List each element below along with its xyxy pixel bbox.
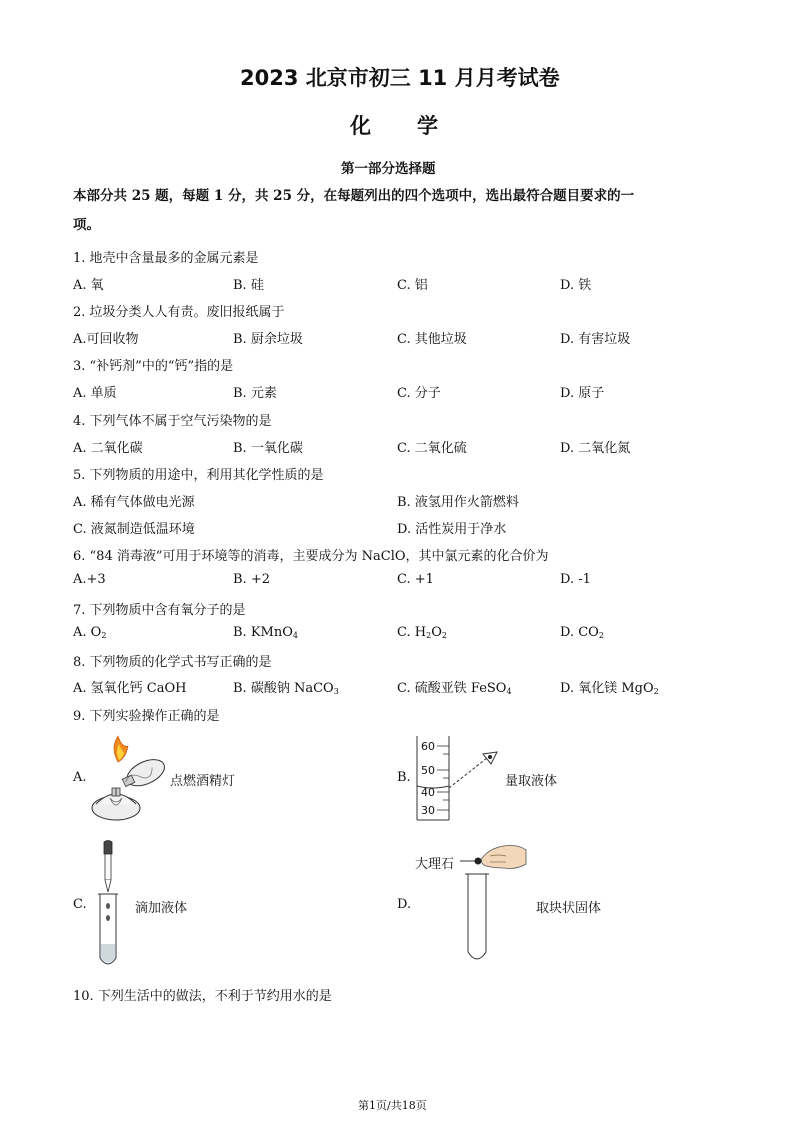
option-a: A. $O_2$ <box>73 625 107 640</box>
option-c: C. $H_2O_2$ <box>397 625 447 640</box>
option-d: D. -1 <box>560 572 591 587</box>
option-b-caption: 量取液体 <box>505 774 558 789</box>
option-c: C. 铝 <box>397 278 428 293</box>
dropper-test-tube-illustration <box>94 840 122 970</box>
exam-title: 2023 北京市初三 11 月月考试卷 <box>240 66 560 90</box>
subject-title: 化学 <box>350 114 484 138</box>
option-a: A. 单质 <box>73 386 117 401</box>
question-stem: 8. 下列物质的化学式书写正确的是 <box>73 655 272 670</box>
cylinder-tick-label: 30 <box>421 804 435 817</box>
option-b-letter: B. <box>397 770 411 785</box>
graduated-cylinder-illustration <box>413 734 505 822</box>
option-b: B. 液氢用作火箭燃料 <box>397 495 519 510</box>
option-a: A.可回收物 <box>73 332 139 347</box>
section-title: 第一部分选择题 <box>341 161 436 177</box>
page-number: 第1页/共18页 <box>358 1099 427 1112</box>
question-stem: 3. “补钙剂”中的“钙”指的是 <box>73 359 234 374</box>
option-a: A.+3 <box>73 572 106 587</box>
option-d: D. $CO_2$ <box>560 625 604 640</box>
section-intro-line2: 项。 <box>73 217 100 233</box>
marble-label: 大理石 <box>415 857 455 872</box>
option-a: A. 氢氧化钙 CaOH <box>73 681 187 696</box>
option-c: C. 液氮制造低温环境 <box>73 522 195 537</box>
option-c: C. 分子 <box>397 386 441 401</box>
option-b: B. 厨余垃圾 <box>233 332 303 347</box>
option-a-letter: A. <box>73 770 87 785</box>
option-c: C. 二氧化硫 <box>397 441 467 456</box>
option-d-letter: D. <box>397 897 412 912</box>
option-b: B. 碳酸钠 NaCO$_3$ <box>233 681 339 696</box>
marble-test-tube-illustration <box>460 840 530 966</box>
cylinder-tick-label: 50 <box>421 764 435 777</box>
question-stem: 10. 下列生活中的做法，不利于节约用水的是 <box>73 989 332 1004</box>
question-stem: 5. 下列物质的用途中，利用其化学性质的是 <box>73 468 324 483</box>
question-stem: 2. 垃圾分类人人有责。废旧报纸属于 <box>73 305 285 320</box>
option-d: D. 二氧化氮 <box>560 441 631 456</box>
option-c-letter: C. <box>73 897 87 912</box>
cylinder-tick-label: 60 <box>421 740 435 753</box>
option-a-caption: 点燃酒精灯 <box>170 774 236 789</box>
option-d-caption: 取块状固体 <box>536 901 602 916</box>
question-stem: 1. 地壳中含量最多的金属元素是 <box>73 251 259 266</box>
option-c: C. 硫酸亚铁 FeSO$_4$ <box>397 681 512 696</box>
option-b: B. 一氧化碳 <box>233 441 303 456</box>
option-c: C. +1 <box>397 572 434 587</box>
option-d: D. 铁 <box>560 278 592 293</box>
section-intro-line1: 本部分共 25 题，每题 1 分，共 25 分，在每题列出的四个选项中，选出最符合题目要求的一 <box>73 188 635 204</box>
option-d: D. 氧化镁 MgO$_2$ <box>560 681 659 696</box>
alcohol-lamp-illustration <box>88 734 170 826</box>
option-c-caption: 滴加液体 <box>135 901 188 916</box>
option-a: A. 氧 <box>73 278 104 293</box>
option-b: B. KMnO$_4$ <box>233 625 298 640</box>
option-a: A. 二氧化碳 <box>73 441 143 456</box>
option-d: D. 有害垃圾 <box>560 332 631 347</box>
cylinder-tick-label: 40 <box>421 786 435 799</box>
option-c: C. 其他垃圾 <box>397 332 467 347</box>
option-a: A. 稀有气体做电光源 <box>73 495 195 510</box>
option-d: D. 活性炭用于净水 <box>397 522 507 537</box>
option-b: B. 元素 <box>233 386 277 401</box>
option-b: B. +2 <box>233 572 270 587</box>
question-stem: 7. 下列物质中含有氧分子的是 <box>73 603 246 618</box>
option-b: B. 硅 <box>233 278 264 293</box>
question-stem: 9. 下列实验操作正确的是 <box>73 709 220 724</box>
option-d: D. 原子 <box>560 386 605 401</box>
question-stem: 6. “84 消毒液”可用于环境等的消毒，主要成分为 NaClO，其中氯元素的化合价为 <box>73 549 549 564</box>
question-stem: 4. 下列气体不属于空气污染物的是 <box>73 414 272 429</box>
